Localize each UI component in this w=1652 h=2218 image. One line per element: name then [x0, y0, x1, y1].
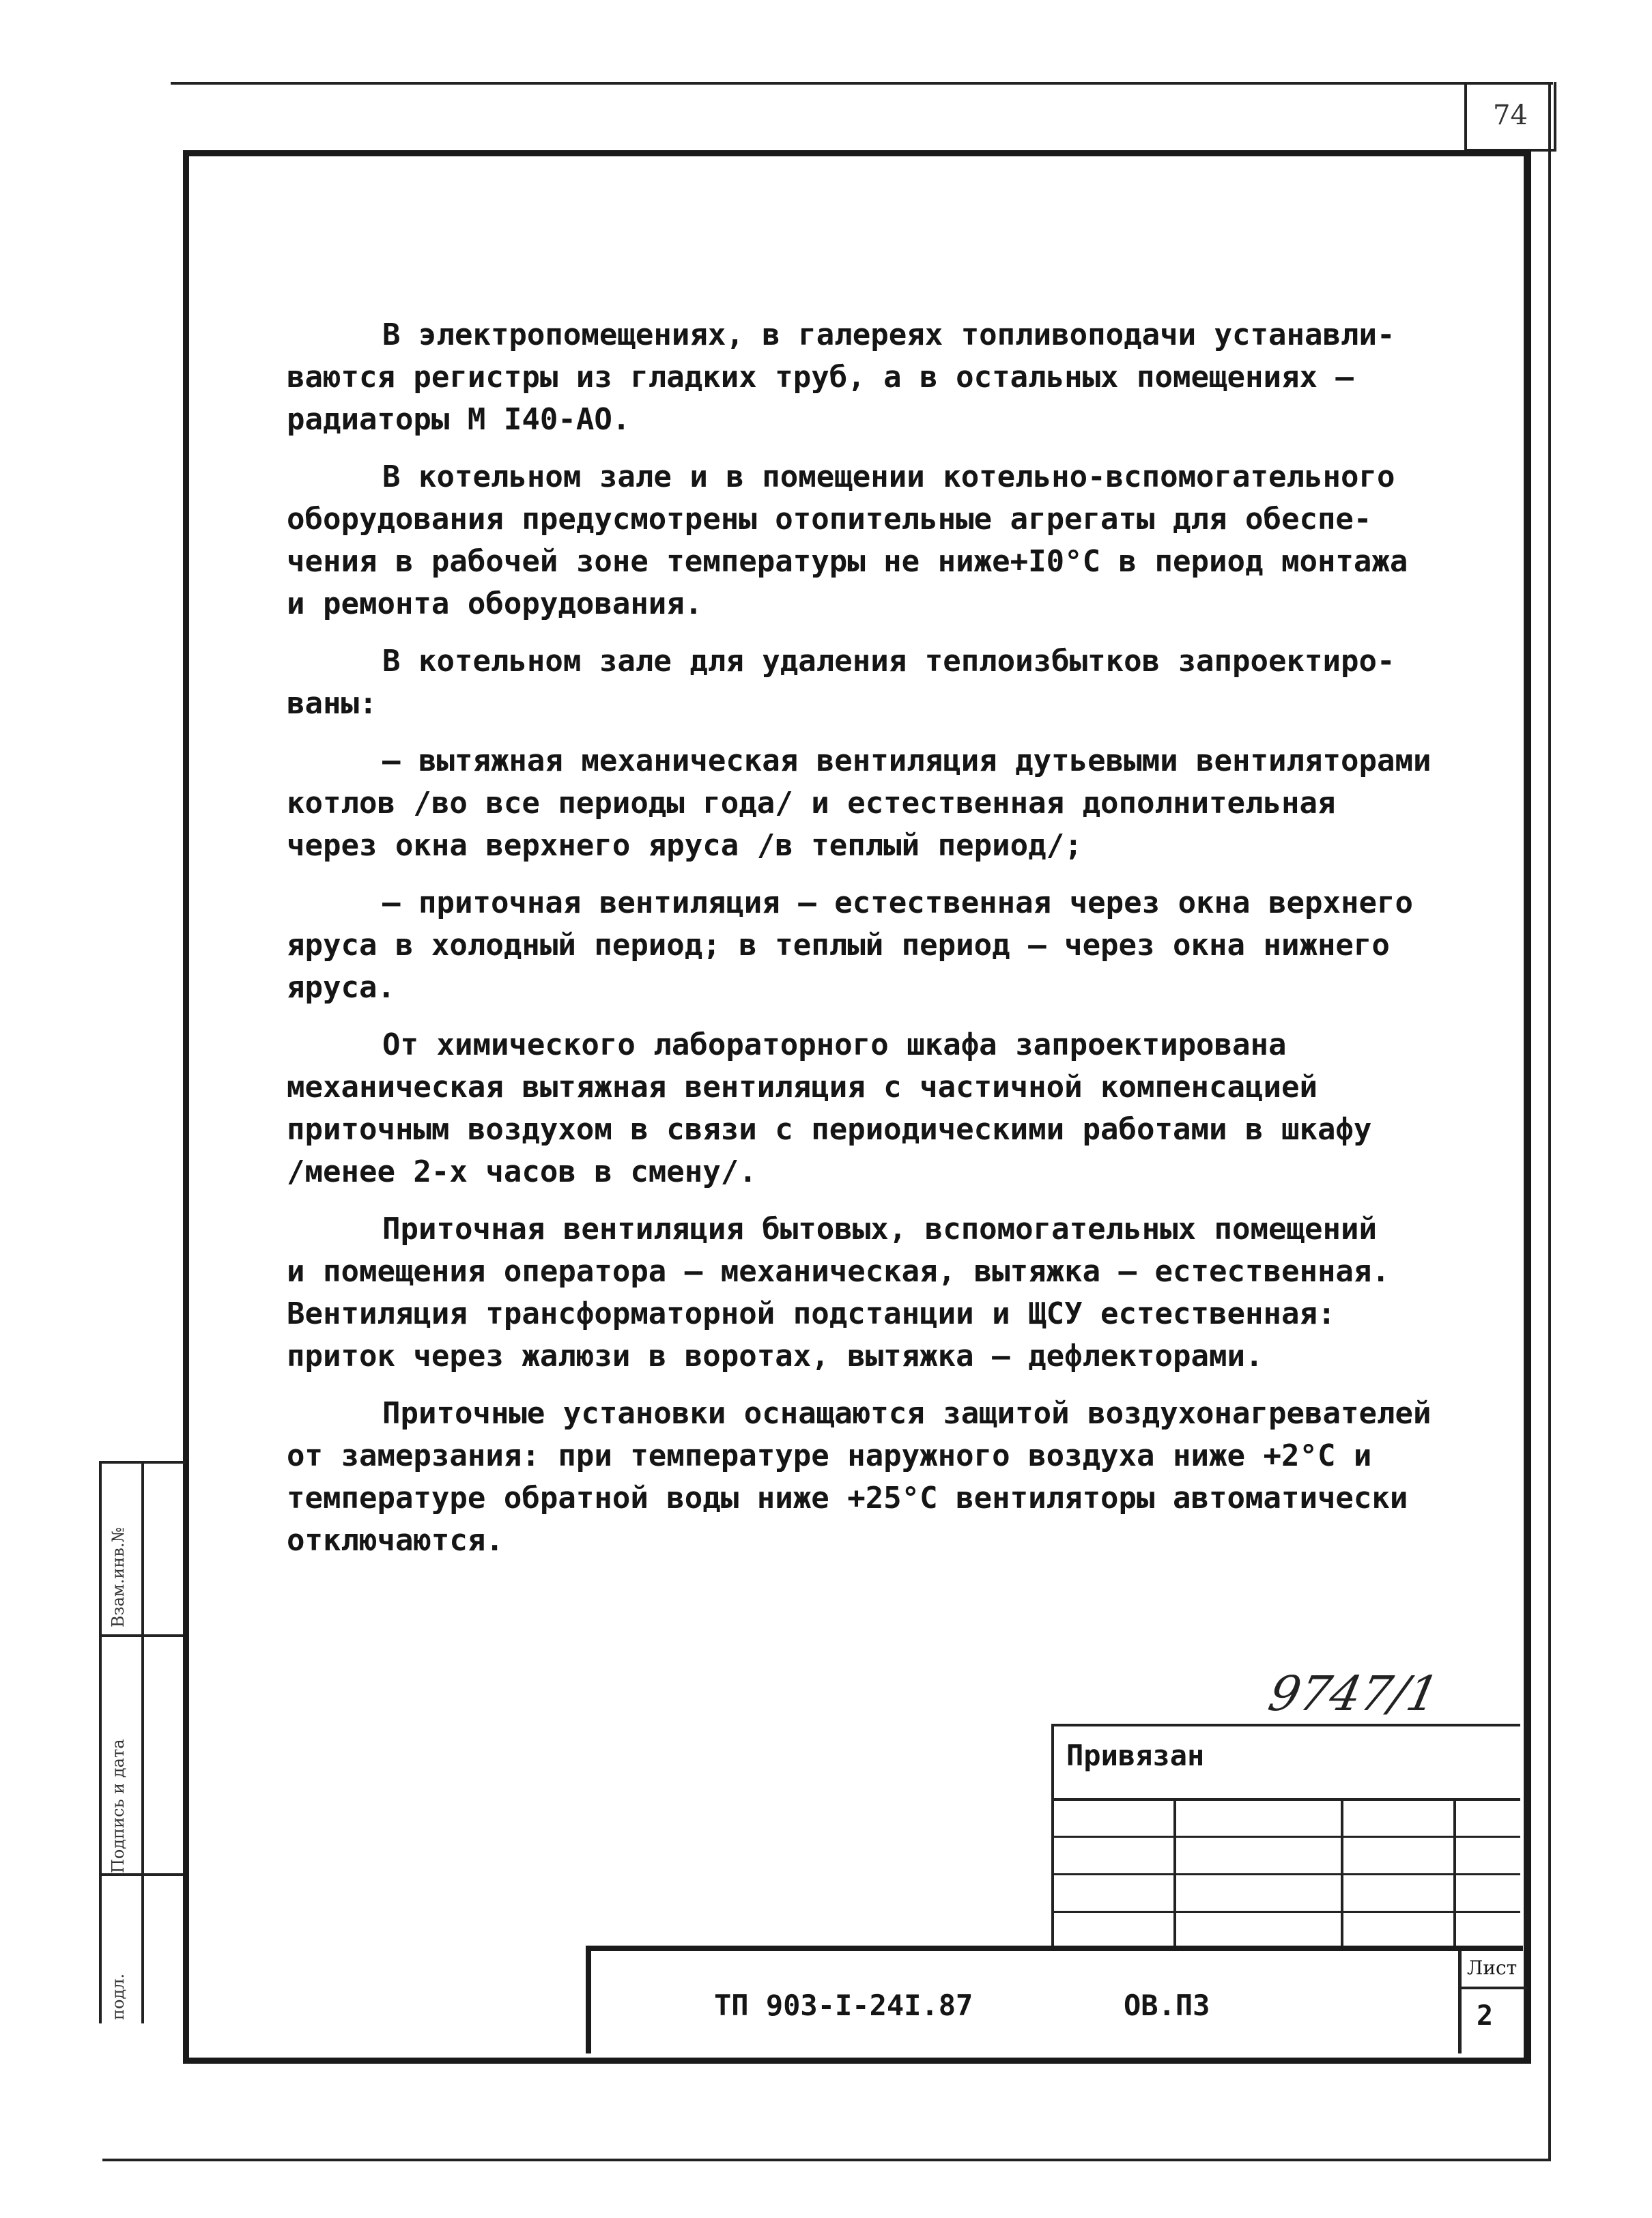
sheet-number: 2	[1477, 2000, 1494, 2032]
tb-row-3	[1054, 1873, 1520, 1875]
tb-col-2	[1341, 1798, 1343, 1948]
sheet-box	[1458, 1951, 1526, 2053]
tb-row-4	[1054, 1911, 1520, 1913]
tb-row-2	[1054, 1836, 1520, 1838]
title-block-main	[586, 1946, 1523, 2053]
sheet-label: Лист	[1467, 1957, 1518, 1979]
right-outer-rule	[1548, 82, 1551, 2161]
paragraph-8: Приточные установки оснащаются защитой воздухонагревателей от замерзания: при температуре наружного воздуха ниже +2°С и температуре обратной воды ниже +25°С вентиляторы автоматически отключаются.	[287, 1396, 1432, 1558]
stamp-podp-data: Подпись и дата	[109, 1739, 128, 1873]
paragraph-7: Приточная вентиляция бытовых, вспомогательных помещений и помещения оператора – механическая, вытяжка – естественная. Вентиляция трансформаторной подстанции и ЩСУ естественная: приток через жалюзи в воротах, вытяжка – дефлекторами.	[287, 1212, 1390, 1374]
stamp-inv-podl: подл.	[109, 1973, 128, 2020]
handwritten-number: 9747/1	[1264, 1666, 1444, 1722]
bottom-rule	[102, 2159, 1551, 2161]
margin-stamp	[99, 1461, 186, 2023]
page-number: 74	[1464, 82, 1556, 152]
paragraph-4: – вытяжная механическая вентиляция дутьевыми вентиляторами котлов /во все периоды года/ и естественная дополнительная через окна верхнего яруса /в теплый период/;	[287, 743, 1432, 863]
paragraph-1: В электропомещениях, в галереях топливоподачи устанавли- ваются регистры из гладких труб, а в остальных помещениях – радиаторы М I40-АО.	[287, 317, 1395, 437]
stamp-vzam-inv: Взам.инв.№	[109, 1526, 128, 1627]
tb-row-1	[1054, 1798, 1520, 1801]
paragraph-3: В котельном зале для удаления теплоизбытков запроектиро- ваны:	[287, 644, 1395, 721]
paragraph-6: От химического лабораторного шкафа запроектирована механическая вытяжная вентиляция с частичной компенсацией приточным воздухом в связи с периодическими работами в шкафу /менее 2-х часов в смену/.	[287, 1027, 1372, 1189]
tb-col-3	[1453, 1798, 1456, 1948]
document-code: ОВ.ПЗ	[1124, 1989, 1210, 2022]
project-code: ТП 903-I-24I.87	[714, 1989, 973, 2022]
paragraph-5: – приточная вентиляция – естественная через окна верхнего яруса в холодный период; в теплый период – через окна нижнего яруса.	[287, 885, 1413, 1005]
sheet-divider	[1462, 1987, 1526, 1989]
top-rule	[171, 82, 1553, 85]
title-block-upper	[1051, 1724, 1520, 1948]
bound-label: Привязан	[1066, 1739, 1205, 1772]
paragraph-2: В котельном зале и в помещении котельно-вспомогательного оборудования предусмотрены отопительные агрегаты для обеспе- чения в рабочей зоне температуры не ниже+I0°С в период монтажа и ремонта оборудования.	[287, 459, 1408, 621]
body-text	[287, 314, 1488, 1577]
tb-col-1	[1173, 1798, 1176, 1948]
